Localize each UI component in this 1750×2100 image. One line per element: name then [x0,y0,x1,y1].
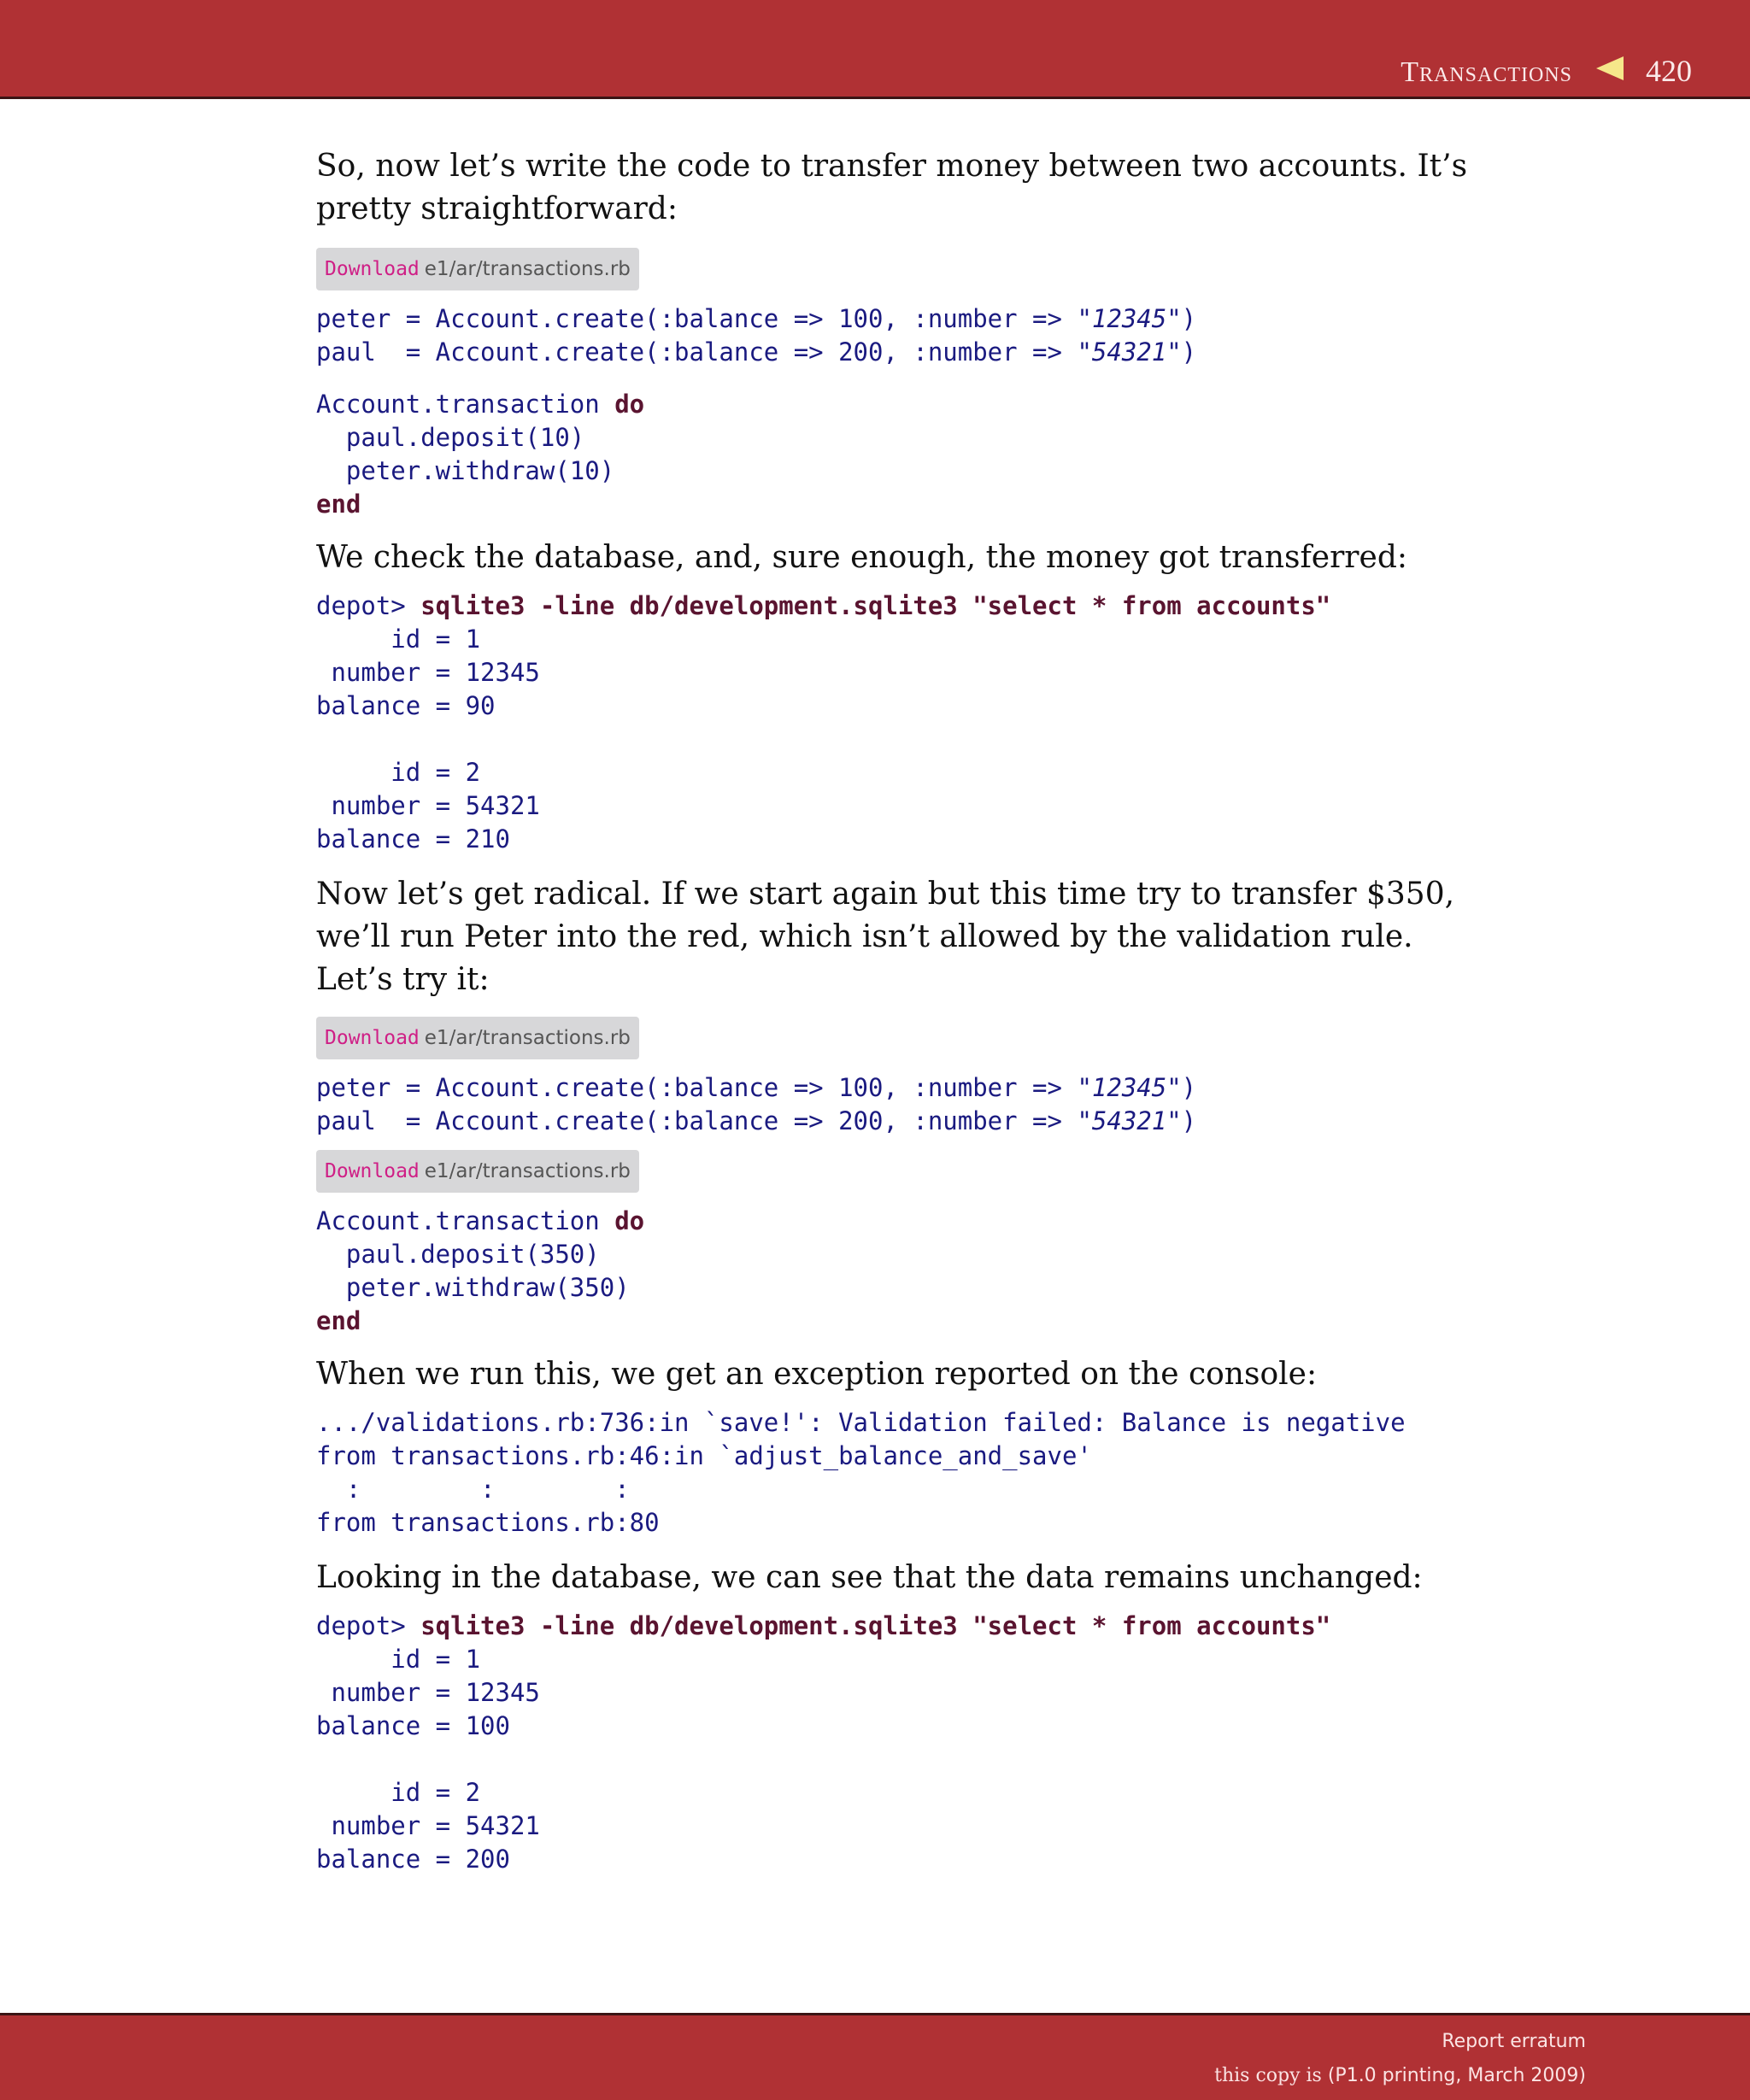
download-link[interactable]: Download e1/ar/transactions.rb [316,1017,639,1059]
code-transaction-10: Account.transaction do paul.deposit(10) peter.withdraw(10) end [316,390,645,519]
page-content [316,145,1495,1876]
paragraph-unchanged: Looking in the database, we can see that the data remains unchanged: [316,1560,1423,1595]
code-create-accounts-2: peter = Account.create(:balance => 100, :number => "12345") paul = Account.create(:balance => 200, :number => "54321") [316,1073,1197,1135]
paragraph-intro: So, now let’s write the code to transfer money between two accounts. It’s pretty straightforward: [316,149,1468,226]
copy-notice: this copy is (P1.0 printing, March 2009) [1214,2065,1586,2086]
download-bar-2 [316,1017,1495,1059]
code-sqlite-output-2: depot> sqlite3 -line db/development.sqlite3 "select * from accounts" id = 1 number = 12345 balance = 100 id = 2 number = 54321 balance = 200 [316,1611,1331,1874]
paragraph-exception: When we run this, we get an exception reported on the console: [316,1357,1318,1392]
code-transaction-350: Account.transaction do paul.deposit(350) peter.withdraw(350) end [316,1206,645,1335]
code-create-accounts-1: peter = Account.create(:balance => 100, :number => "12345") paul = Account.create(:balance => 200, :number => "54321") [316,304,1197,367]
page-footer [0,2013,1750,2100]
download-bar-3 [316,1150,1495,1193]
download-link[interactable]: Download e1/ar/transactions.rb [316,248,639,290]
download-link[interactable]: Download e1/ar/transactions.rb [316,1150,639,1193]
paragraph-check-database: We check the database, and, sure enough, the money got transferred: [316,540,1407,575]
previous-page-arrow-icon[interactable] [1596,56,1624,80]
page-number: 420 [1646,54,1692,88]
code-exception-output: .../validations.rb:736:in `save!': Validation failed: Balance is negative from transactions.rb:46:in `adjust_balance_and_save' : : : from transactions.rb:80 [316,1408,1406,1537]
code-sqlite-output-1: depot> sqlite3 -line db/development.sqlite3 "select * from accounts" id = 1 number = 12345 balance = 90 id = 2 number = 54321 balance = 210 [316,591,1331,853]
download-bar-1 [316,248,1495,290]
paragraph-get-radical: Now let’s get radical. If we start again but this time try to transfer $350, we’ll run Peter into the red, which isn’t allowed by the validation rule. Let’s try it: [316,877,1455,997]
page-header [0,0,1750,99]
report-erratum-link[interactable]: Report erratum [1442,2031,1586,2052]
section-title: Transactions [1401,56,1572,88]
